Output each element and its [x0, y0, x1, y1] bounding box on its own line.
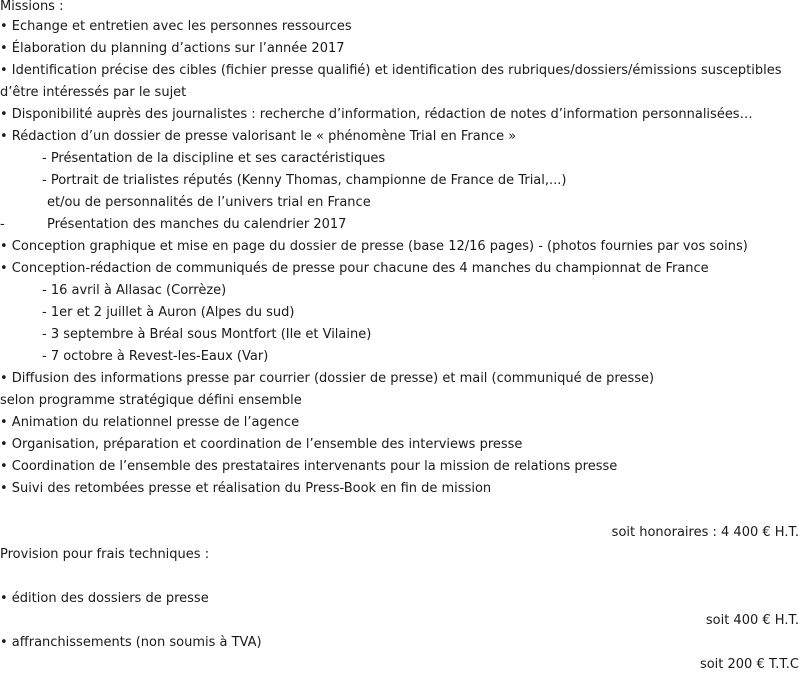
mission-item: • Conception-rédaction de communiqués de presse pour chacune des 4 manches du championnat de France — [0, 261, 709, 276]
mission-item: • Suivi des retombées presse et réalisation du Press-Book en fin de mission — [0, 481, 492, 496]
mission-item: • Animation du relationnel presse de l’agence — [0, 415, 300, 430]
sub-item: Présentation des manches du calendrier 2017 — [47, 217, 347, 232]
mission-item: • Echange et entretien avec les personnes ressources — [0, 19, 352, 34]
mission-item-continuation: d’être intéressés par le sujet — [0, 85, 187, 100]
provision-heading: Provision pour frais techniques : — [0, 547, 210, 562]
event-item: - 3 septembre à Bréal sous Montfort (Ile et Vilaine) — [42, 327, 372, 342]
mission-item: • Rédaction d’un dossier de presse valorisant le « phénomène Trial en France » — [0, 129, 517, 144]
mission-item: • Disponibilité auprès des journalistes : recherche d’information, rédaction de notes d’information personnalisées… — [0, 107, 753, 122]
mission-item: • Organisation, préparation et coordination de l’ensemble des interviews presse — [0, 437, 523, 452]
provision-item-cost: soit 400 € H.T. — [705, 613, 799, 628]
sub-item-dash: - — [0, 217, 5, 232]
mission-item: • Identification précise des cibles (fichier presse qualifié) et identification des rubriques/dossiers/émissions susceptibles — [0, 63, 782, 78]
sub-item: - Présentation de la discipline et ses caractéristiques — [42, 151, 386, 166]
event-item: - 7 octobre à Revest-les-Eaux (Var) — [42, 349, 269, 364]
event-item: - 1er et 2 juillet à Auron (Alpes du sud) — [42, 305, 295, 320]
provision-item: • édition des dossiers de presse — [0, 591, 209, 606]
provision-item: • affranchissements (non soumis à TVA) — [0, 635, 262, 650]
mission-item: • Élaboration du planning d’actions sur l’année 2017 — [0, 41, 345, 56]
missions-heading: Missions : — [0, 0, 64, 14]
sub-item-continuation: et/ou de personnalités de l’univers trial en France — [47, 195, 371, 210]
sub-item: - Portrait de trialistes réputés (Kenny Thomas, championne de France de Trial,...) — [42, 173, 567, 188]
mission-item: • Coordination de l’ensemble des prestataires intervenants pour la mission de relations presse — [0, 459, 618, 474]
fees-total: soit honoraires : 4 400 € H.T. — [611, 525, 799, 540]
mission-item-continuation: selon programme stratégique défini ensemble — [0, 393, 302, 408]
mission-item: • Diffusion des informations presse par courrier (dossier de presse) et mail (communiqué de presse) — [0, 371, 655, 386]
mission-item: • Conception graphique et mise en page du dossier de presse (base 12/16 pages) - (photos fournies par vos soins) — [0, 239, 748, 254]
event-item: - 16 avril à Allasac (Corrèze) — [42, 283, 227, 298]
provision-item-cost: soit 200 € T.T.C — [699, 657, 799, 672]
